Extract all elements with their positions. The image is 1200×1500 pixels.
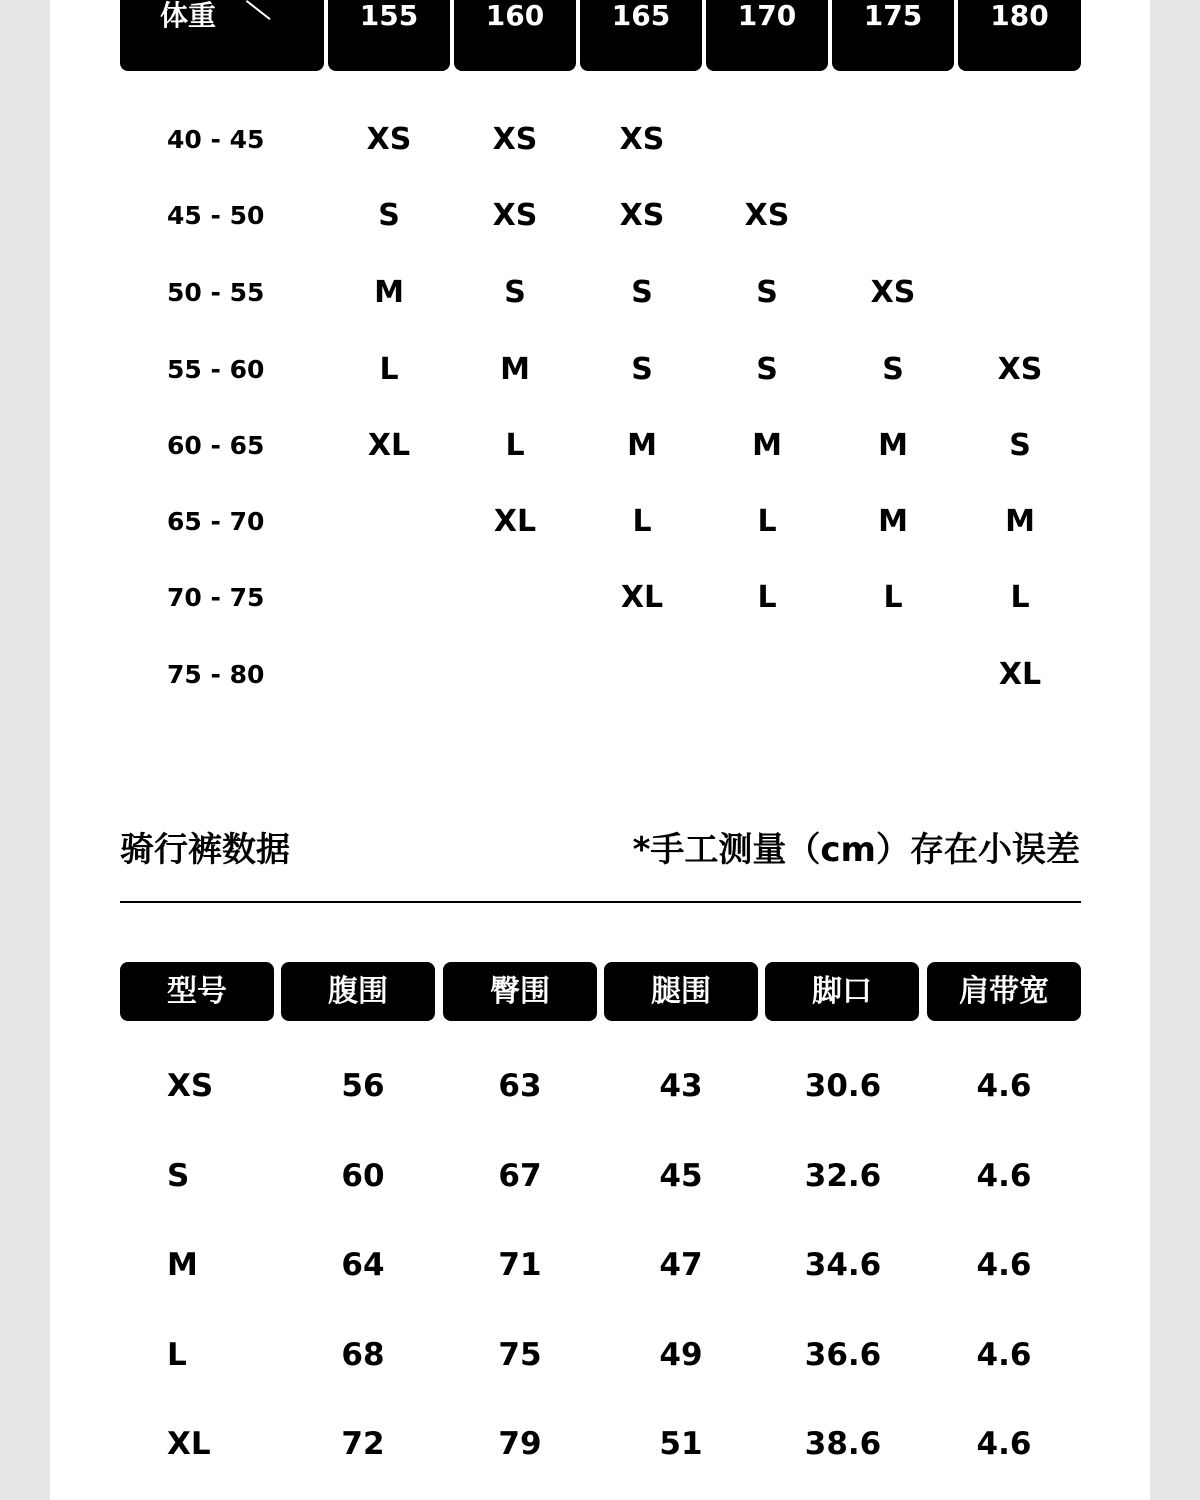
- diagonal-divider-icon: [246, 0, 271, 20]
- pants-measure-cell: 45: [659, 1158, 703, 1194]
- size-cell: L: [1010, 580, 1030, 615]
- weight-range-label: 55 - 60: [167, 355, 265, 384]
- size-cell: L: [379, 352, 399, 387]
- size-cell: L: [883, 580, 903, 615]
- size-guide-page: [50, 0, 1150, 1500]
- weight-range-label: 70 - 75: [167, 583, 265, 612]
- pants-measure-cell: 4.6: [976, 1247, 1032, 1283]
- size-cell: XL: [493, 504, 537, 539]
- size-cell: XS: [619, 198, 665, 233]
- pants-measure-cell: 51: [659, 1426, 703, 1462]
- size-cell: L: [757, 580, 777, 615]
- size-cell: [465, 578, 565, 618]
- pants-measure-cell: 63: [498, 1068, 542, 1104]
- pants-measure-cell: 60: [341, 1158, 385, 1194]
- weight-range-label: 60 - 65: [167, 431, 265, 460]
- column-header-waist: 腹围: [281, 962, 435, 1021]
- pants-measure-cell: 4.6: [976, 1426, 1032, 1462]
- size-cell: M: [878, 428, 908, 463]
- pants-size-label: L: [167, 1337, 187, 1373]
- size-cell: M: [752, 428, 782, 463]
- weight-range-label: 65 - 70: [167, 507, 265, 536]
- size-cell: M: [627, 428, 657, 463]
- size-cell: XS: [366, 122, 412, 157]
- height-header-165: 165: [580, 0, 702, 71]
- pants-measure-cell: 36.6: [804, 1337, 882, 1373]
- size-cell: [843, 120, 943, 160]
- pants-measure-cell: 43: [659, 1068, 703, 1104]
- height-header-155: 155: [328, 0, 450, 71]
- pants-measure-cell: 4.6: [976, 1158, 1032, 1194]
- pants-measure-cell: 72: [341, 1426, 385, 1462]
- column-header-hip: 臀围: [443, 962, 597, 1021]
- pants-measure-cell: 56: [341, 1068, 385, 1104]
- pants-measure-cell: 68: [341, 1337, 385, 1373]
- pants-size-label: M: [167, 1247, 198, 1283]
- size-cell: [717, 655, 817, 695]
- height-header-175: 175: [832, 0, 954, 71]
- pants-measure-cell: 75: [498, 1337, 542, 1373]
- column-header-leg-opening: 脚口: [765, 962, 919, 1021]
- column-header-strap-width: 肩带宽: [927, 962, 1081, 1021]
- size-cell: XL: [998, 657, 1042, 692]
- pants-measure-cell: 32.6: [804, 1158, 882, 1194]
- size-cell: S: [378, 198, 400, 233]
- size-cell: L: [757, 504, 777, 539]
- size-cell: M: [374, 275, 404, 310]
- pants-measure-cell: 67: [498, 1158, 542, 1194]
- pants-size-label: XL: [167, 1426, 211, 1462]
- size-cell: M: [1005, 504, 1035, 539]
- size-cell: XL: [620, 580, 664, 615]
- section-title: 骑行裤数据: [120, 830, 290, 870]
- corner-header-cell: [120, 0, 324, 71]
- pants-size-label: S: [167, 1158, 190, 1194]
- column-header-thigh: 腿围: [604, 962, 758, 1021]
- size-cell: M: [500, 352, 530, 387]
- weight-range-label: 40 - 45: [167, 125, 265, 154]
- section-divider: [120, 901, 1081, 903]
- size-cell: S: [631, 352, 653, 387]
- size-cell: L: [632, 504, 652, 539]
- pants-measure-cell: 79: [498, 1426, 542, 1462]
- size-cell: S: [756, 275, 778, 310]
- size-cell: L: [505, 428, 525, 463]
- size-cell: [339, 578, 439, 618]
- size-cell: S: [756, 352, 778, 387]
- weight-range-label: 50 - 55: [167, 278, 265, 307]
- size-cell: XL: [367, 428, 411, 463]
- pants-measure-cell: 47: [659, 1247, 703, 1283]
- size-cell: [970, 120, 1070, 160]
- weight-range-label: 45 - 50: [167, 201, 265, 230]
- size-cell: XS: [997, 352, 1043, 387]
- size-cell: [970, 196, 1070, 236]
- height-header-180: 180: [958, 0, 1081, 71]
- size-cell: S: [504, 275, 526, 310]
- size-cell: S: [882, 352, 904, 387]
- pants-measure-cell: 64: [341, 1247, 385, 1283]
- size-cell: M: [878, 504, 908, 539]
- measurement-note: *手工测量（cm）存在小误差: [632, 830, 1080, 870]
- size-cell: [465, 655, 565, 695]
- size-cell: XS: [744, 198, 790, 233]
- size-cell: [339, 502, 439, 542]
- size-cell: XS: [492, 198, 538, 233]
- pants-measure-cell: 49: [659, 1337, 703, 1373]
- size-cell: [339, 655, 439, 695]
- pants-measure-cell: 4.6: [976, 1068, 1032, 1104]
- pants-measure-cell: 34.6: [804, 1247, 882, 1283]
- height-header-170: 170: [706, 0, 828, 71]
- size-cell: [843, 655, 943, 695]
- pants-measure-cell: 30.6: [804, 1068, 882, 1104]
- size-cell: [843, 196, 943, 236]
- size-cell: [717, 120, 817, 160]
- pants-size-label: XS: [167, 1068, 214, 1104]
- weight-corner-label: 体重: [160, 0, 217, 32]
- pants-measure-cell: 71: [498, 1247, 542, 1283]
- size-cell: S: [631, 275, 653, 310]
- size-cell: XS: [619, 122, 665, 157]
- weight-range-label: 75 - 80: [167, 660, 265, 689]
- size-cell: [592, 655, 692, 695]
- pants-measure-cell: 38.6: [804, 1426, 882, 1462]
- size-cell: S: [1009, 428, 1031, 463]
- column-header-model: 型号: [120, 962, 274, 1021]
- size-cell: [970, 273, 1070, 313]
- size-cell: XS: [492, 122, 538, 157]
- height-header-160: 160: [454, 0, 576, 71]
- size-cell: XS: [870, 275, 916, 310]
- pants-measure-cell: 4.6: [976, 1337, 1032, 1373]
